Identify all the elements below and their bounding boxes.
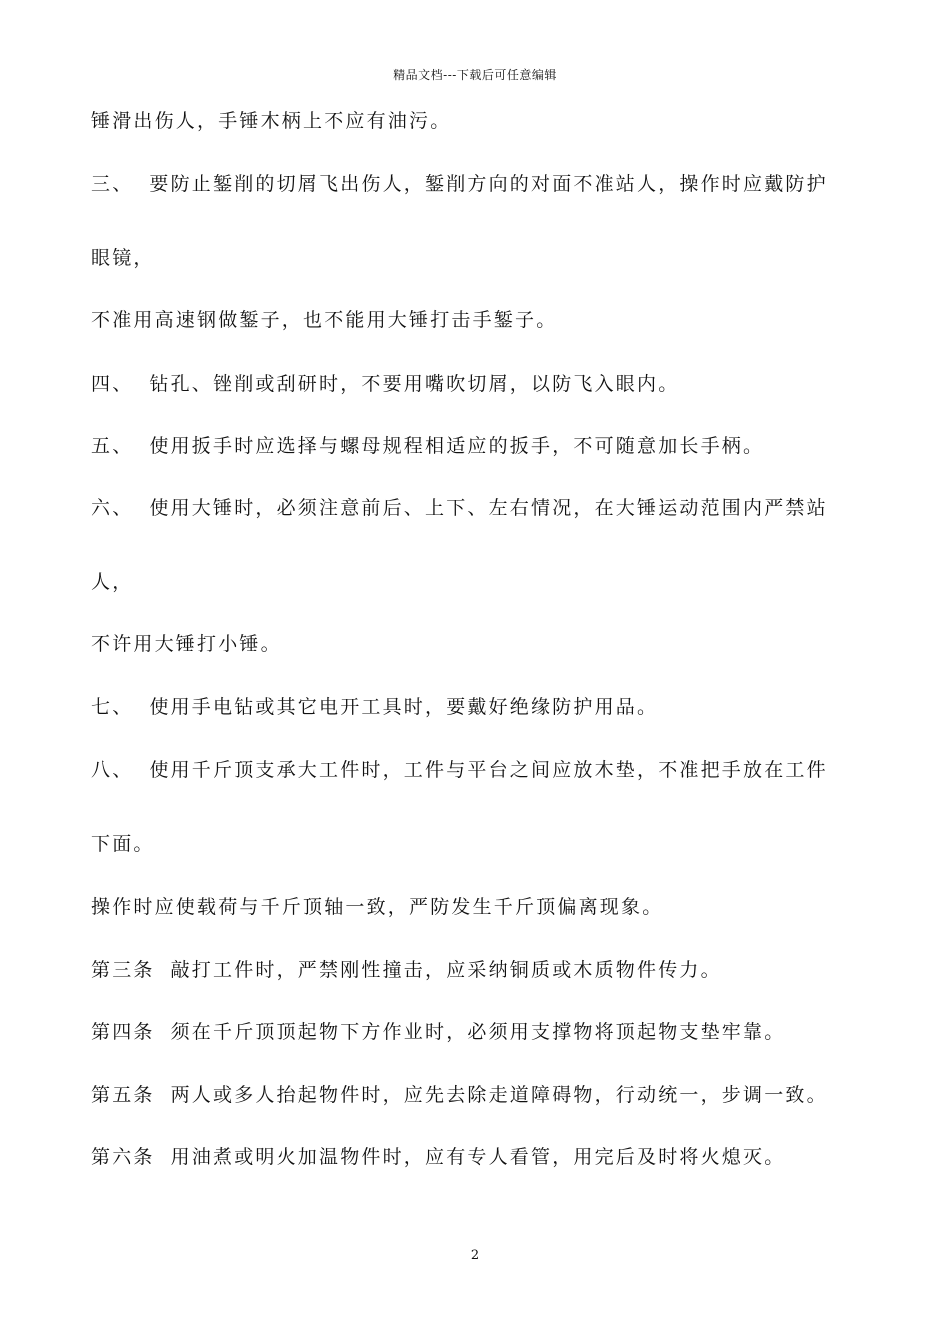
text-line <box>91 958 722 982</box>
item-number: 八、 <box>91 759 134 781</box>
text-line <box>91 372 679 396</box>
text-line <box>91 172 828 196</box>
line-text: 下面。 <box>91 833 155 855</box>
item-number: 第五条 <box>91 1084 155 1106</box>
line-text: 使用大锤时，必须注意前后、上下、左右情况，在大锤运动范围内严禁站 <box>149 497 828 519</box>
line-text: 眼镜， <box>91 247 155 269</box>
text-line <box>91 832 155 856</box>
item-number: 第三条 <box>91 959 155 981</box>
line-text: 须在千斤顶顶起物下方作业时，必须用支撑物将顶起物支垫牢靠。 <box>170 1021 786 1043</box>
page-number: 2 <box>470 1248 480 1263</box>
text-line <box>91 1020 785 1044</box>
text-line <box>91 1145 785 1169</box>
text-line <box>91 570 133 594</box>
text-line <box>91 1083 828 1107</box>
line-text: 使用手电钻或其它电开工具时，要戴好绝缘防护用品。 <box>149 696 659 718</box>
text-line <box>91 695 658 719</box>
text-line <box>91 496 828 520</box>
line-text: 不准用高速钢做錾子，也不能用大锤打击手錾子。 <box>91 309 558 331</box>
page-header: 精品文档---下载后可任意编辑 <box>393 68 557 82</box>
line-text: 用油煮或明火加温物件时，应有专人看管，用完后及时将火熄灭。 <box>170 1146 786 1168</box>
line-text: 操作时应使载荷与千斤顶轴一致，严防发生千斤顶偏离现象。 <box>91 896 664 918</box>
item-number: 五、 <box>91 435 134 457</box>
line-text: 要防止錾削的切屑飞出伤人，錾削方向的对面不准站人，操作时应戴防护 <box>149 173 828 195</box>
text-line <box>91 758 828 782</box>
line-text: 敲打工件时，严禁刚性撞击，应采纳铜质或木质物件传力。 <box>170 959 722 981</box>
item-number: 四、 <box>91 373 134 395</box>
text-line <box>91 895 663 919</box>
line-text: 不许用大锤打小锤。 <box>91 633 282 655</box>
item-number: 六、 <box>91 497 134 519</box>
text-line <box>91 434 764 458</box>
item-number: 第六条 <box>91 1146 155 1168</box>
text-line <box>91 246 155 270</box>
line-text: 使用千斤顶支承大工件时，工件与平台之间应放木垫，不准把手放在工件 <box>149 759 828 781</box>
line-text: 锤滑出伤人，手锤木柄上不应有油污。 <box>91 110 452 132</box>
item-number: 第四条 <box>91 1021 155 1043</box>
item-number: 七、 <box>91 696 134 718</box>
line-text: 两人或多人抬起物件时，应先去除走道障碍物，行动统一，步调一致。 <box>170 1084 828 1106</box>
text-line <box>91 632 282 656</box>
text-line <box>91 109 451 133</box>
line-text: 钻孔、锉削或刮研时，不要用嘴吹切屑，以防飞入眼内。 <box>149 373 680 395</box>
line-text: 人， <box>91 571 134 593</box>
text-line <box>91 308 557 332</box>
line-text: 使用扳手时应选择与螺母规程相适应的扳手，不可随意加长手柄。 <box>149 435 765 457</box>
item-number: 三、 <box>91 173 134 195</box>
